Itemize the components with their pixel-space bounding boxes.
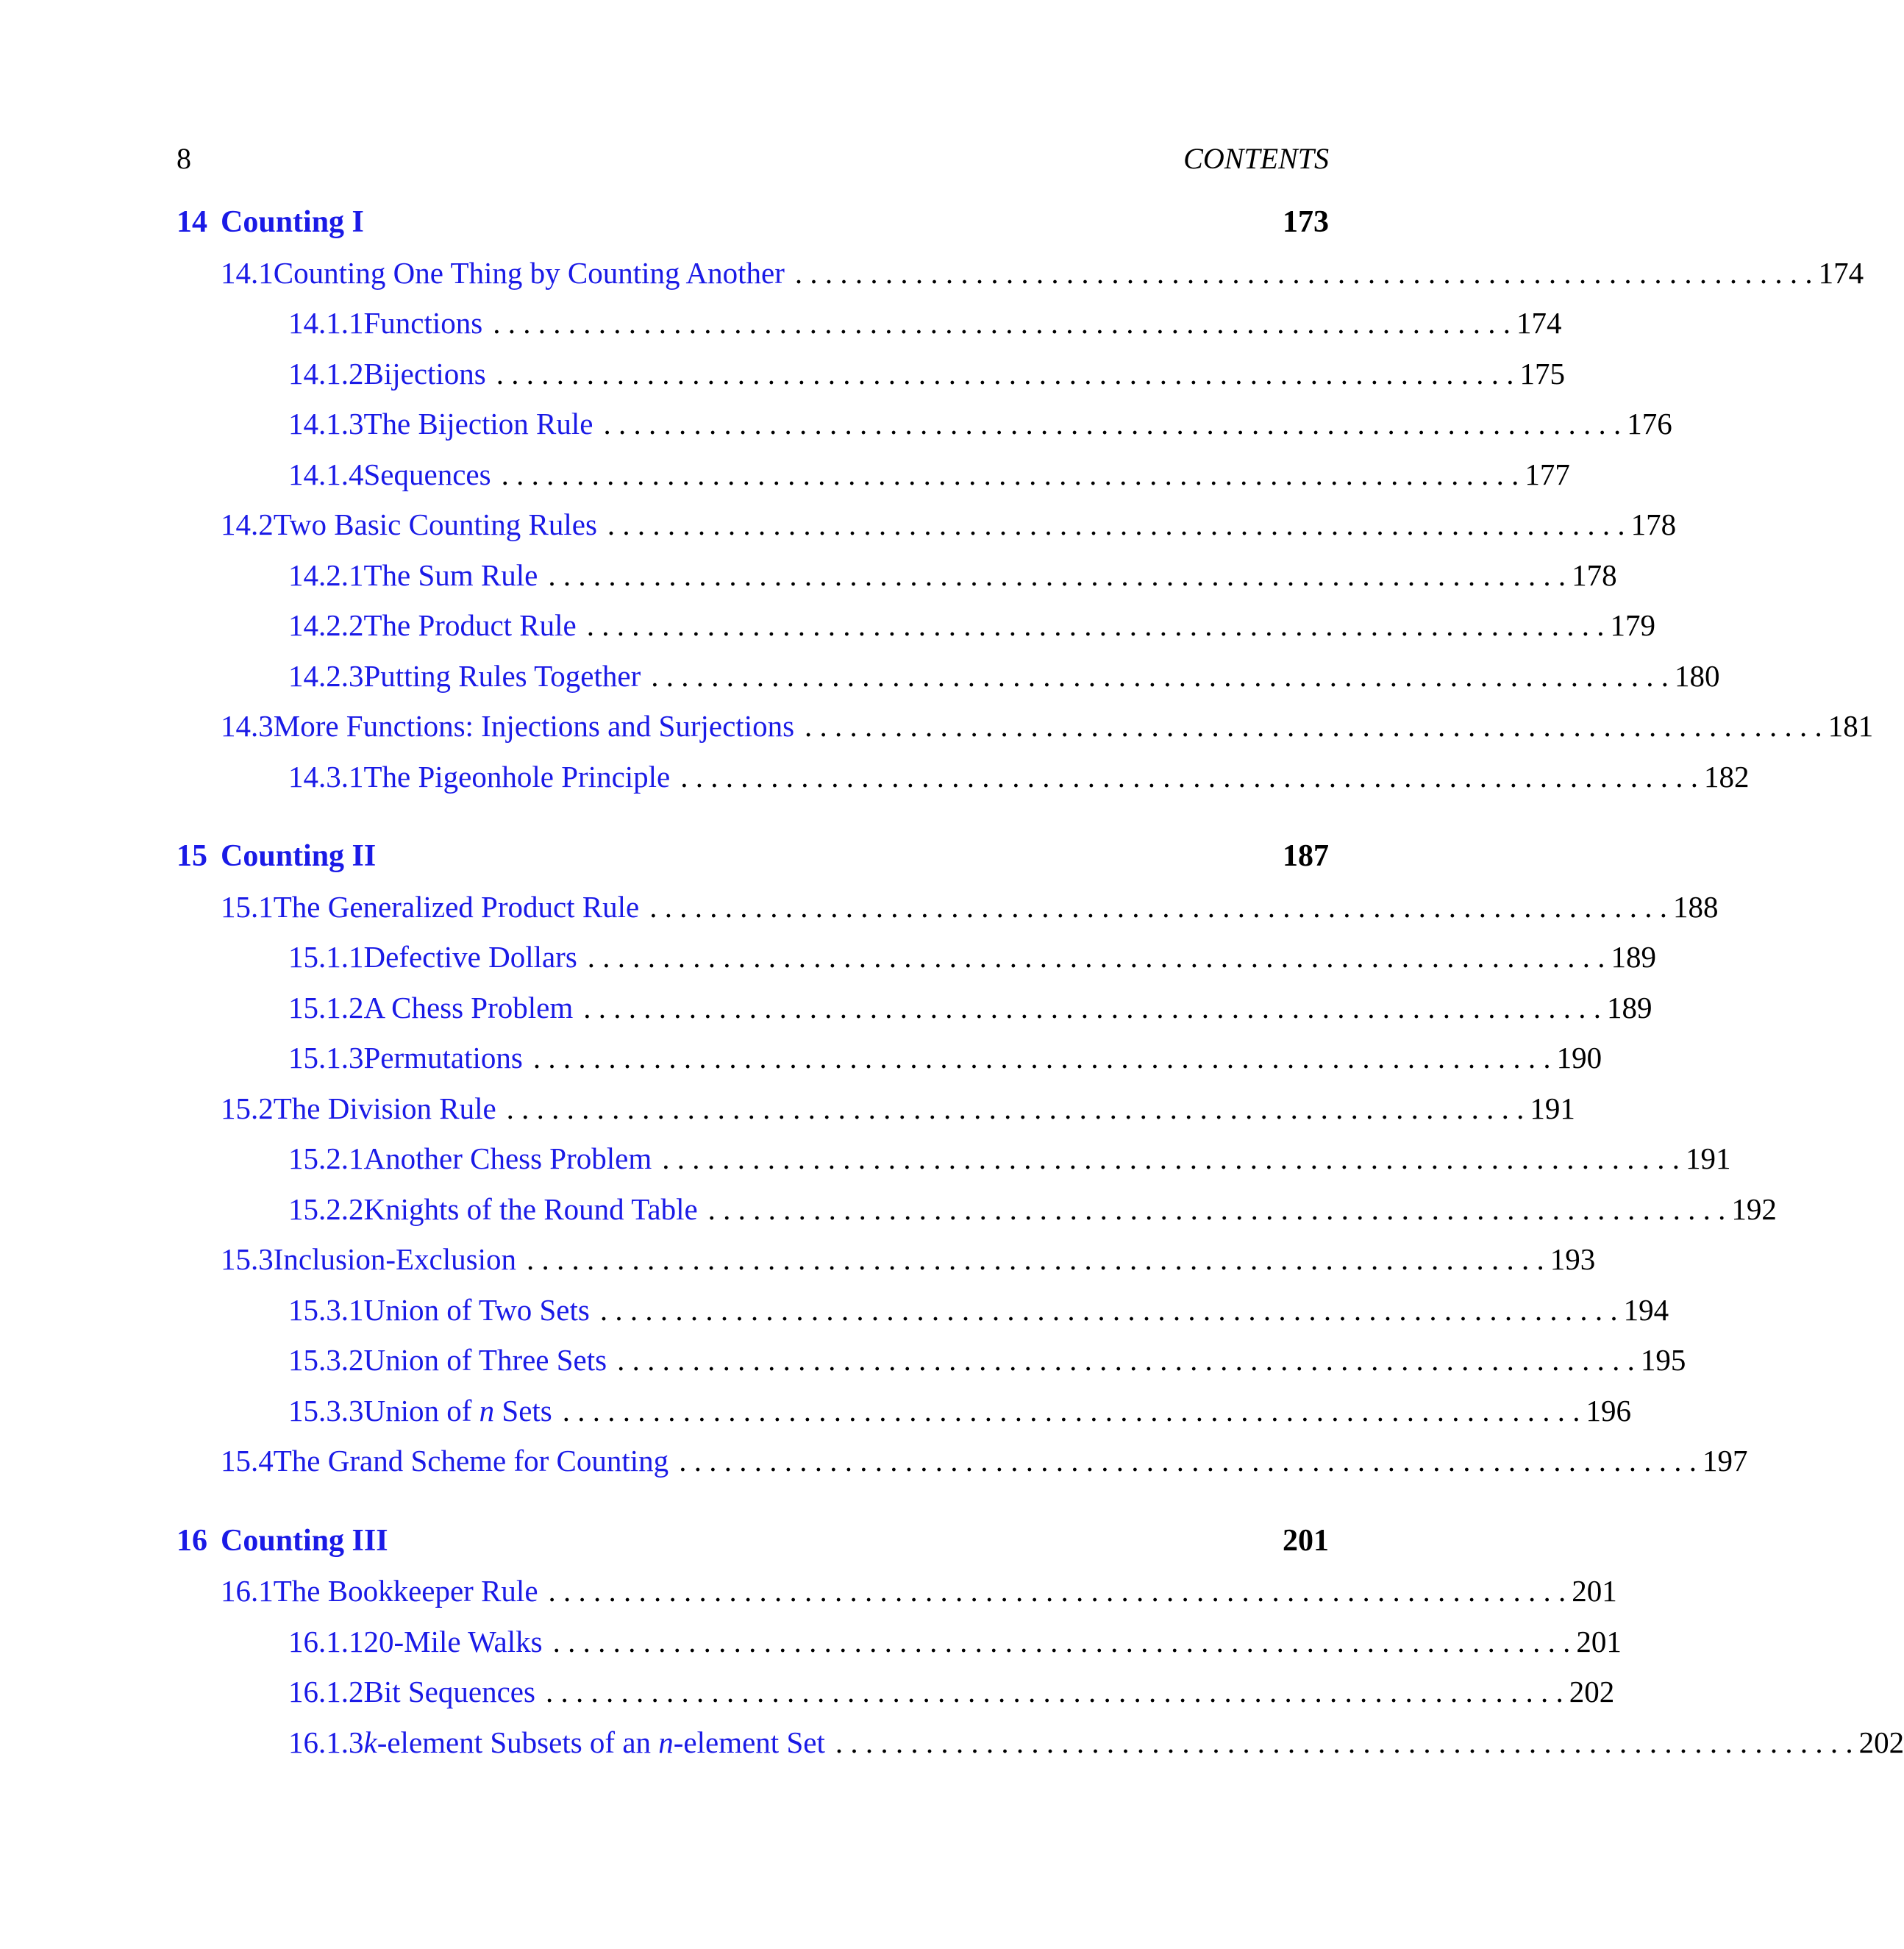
toc-entry-page[interactable]: 181	[1828, 709, 1874, 743]
toc-entry-page[interactable]: 187	[1283, 839, 1329, 873]
toc-entry-page[interactable]: 195	[1640, 1343, 1686, 1377]
toc-entry-title[interactable]: Counting One Thing by Counting Another	[273, 255, 785, 290]
dot-leader: . . . . . . . . . . . . . . . . . . . . . . . . . . . . . . . . . . . . . . . . . . . . . . . . . . . . . . . . . . . . . . . . . . . .	[587, 940, 1605, 974]
toc-entry-number[interactable]: 16.1.3	[288, 1725, 364, 1759]
toc-entry-14-2[interactable]	[0, 505, 1677, 544]
toc-entry-15-3-2[interactable]	[0, 1340, 1686, 1380]
toc-entry-15-2-1[interactable]	[0, 1139, 1731, 1178]
dot-leader: . . . . . . . . . . . . . . . . . . . . . . . . . . . . . . . . . . . . . . . . . . . . . . . . . . . . . . . . . . . . . . . . . . . .	[805, 709, 1822, 743]
dot-leader: . . . . . . . . . . . . . . . . . . . . . . . . . . . . . . . . . . . . . . . . . . . . . . . . . . . . . . . . . . . . . . . . . . . .	[545, 1675, 1564, 1709]
toc-entry-title[interactable]: Bijections	[363, 356, 486, 391]
toc-entry-page[interactable]: 178	[1572, 557, 1617, 592]
toc-entry-title[interactable]: Counting II	[221, 839, 377, 873]
dot-leader: . . . . . . . . . . . . . . . . . . . . . . . . . . . . . . . . . . . . . . . . . . . . . . . . . . . . . . . . . . . . . . . . . . . .	[586, 608, 1605, 642]
toc-entry-number[interactable]: 14.2	[221, 507, 274, 541]
toc-entry-number[interactable]: 15.1	[221, 889, 274, 924]
toc-entry-15-4[interactable]	[0, 1441, 1748, 1481]
dot-leader: . . . . . . . . . . . . . . . . . . . . . . . . . . . . . . . . . . . . . . . . . . . . . . . . . . . . . . . . . . . . . . . . . . . .	[501, 457, 1519, 491]
toc-entry-title[interactable]: The Grand Scheme for Counting	[273, 1444, 669, 1478]
toc-entry-16-1-1[interactable]	[0, 1622, 1622, 1661]
toc-entry-page[interactable]: 197	[1702, 1444, 1748, 1478]
toc-entry-title[interactable]: A Chess Problem	[363, 990, 574, 1025]
toc-entry-title[interactable]: Inclusion-Exclusion	[273, 1242, 516, 1276]
toc-entry-number[interactable]: 15.3	[221, 1242, 274, 1276]
toc-entry-14-3-1[interactable]	[0, 757, 1750, 797]
toc-entry-title[interactable]: The Pigeonhole Principle	[363, 759, 671, 794]
dot-leader: . . . . . . . . . . . . . . . . . . . . . . . . . . . . . . . . . . . . . . . . . . . . . . . . . . . . . . . . . . . . . . . . . . . .	[651, 658, 1669, 693]
dot-leader: . . . . . . . . . . . . . . . . . . . . . . . . . . . . . . . . . . . . . . . . . . . . . . . . . . . . . . . . . . . . . . . . . . . .	[707, 1191, 1726, 1226]
toc-entry-number[interactable]: 14.3.1	[288, 759, 364, 794]
toc-entry-14-1[interactable]	[0, 253, 1864, 293]
toc-entry-number[interactable]: 15.2.1	[288, 1141, 364, 1175]
dot-leader: . . . . . . . . . . . . . . . . . . . . . . . . . . . . . . . . . . . . . . . . . . . . . . . . . . . . . . . . . . . . . . . . . . . .	[526, 1242, 1544, 1276]
toc-entry-number[interactable]: 15.1.2	[288, 990, 364, 1025]
toc-entry-15-1[interactable]	[0, 887, 1719, 927]
toc-entry-page[interactable]: 176	[1627, 407, 1672, 441]
dot-leader: . . . . . . . . . . . . . . . . . . . . . . . . . . . . . . . . . . . . . . . . . . . . . . . . . . . . . . . . . . . . . . . . . . . .	[603, 407, 1622, 441]
toc-entry-number[interactable]: 14.1.3	[288, 407, 364, 441]
dot-leader: . . . . . . . . . . . . . . . . . . . . . . . . . . . . . . . . . . . . . . . . . . . . . . . . . . . . . . . . . . . . . . . . . . . .	[649, 889, 1668, 924]
toc-entry-title[interactable]: k-element Subsets of an n-element Set	[363, 1725, 825, 1759]
toc-entry-14-2-3[interactable]	[0, 656, 1720, 696]
dot-leader: . . . . . . . . . . . . . . . . . . . . . . . . . . . . . . . . . . . . . . . . . . . . . . . . . . . . . . . . . . . . . . . . . . . .	[662, 1141, 1680, 1175]
toc-entry-page[interactable]: 190	[1556, 1041, 1602, 1075]
toc-entry-title[interactable]: The Generalized Product Rule	[273, 889, 640, 924]
toc-entry-number[interactable]: 16.1.2	[288, 1675, 364, 1709]
toc-entry-page[interactable]: 201	[1576, 1624, 1622, 1658]
toc-entry-14-1-2[interactable]	[0, 354, 1566, 393]
dot-leader: . . . . . . . . . . . . . . . . . . . . . . . . . . . . . . . . . . . . . . . . . . . . . . . . . . . . . . . . . . . . . . . . . . . .	[493, 306, 1511, 340]
toc-entry-14-2-1[interactable]	[0, 555, 1617, 595]
toc-entry-16-1-3[interactable]	[0, 1722, 1904, 1762]
toc-entry-14-2-2[interactable]	[0, 605, 1655, 645]
dot-leader: . . . . . . . . . . . . . . . . . . . . . . . . . . . . . . . . . . . . . . . . . . . . . . . . . . . . . . . . . . . . . . . . . . . .	[607, 507, 1625, 541]
toc-entry-title[interactable]: Sequences	[363, 457, 491, 491]
toc-entry-number[interactable]: 15.2.2	[288, 1191, 364, 1226]
toc-entry-number[interactable]: 15.1.3	[288, 1041, 364, 1075]
toc-entry-14-1-3[interactable]	[0, 404, 1672, 443]
toc-entry-page[interactable]: 201	[1283, 1523, 1329, 1558]
toc-entry-15-1-2[interactable]	[0, 988, 1652, 1027]
toc-entry-number[interactable]: 15	[177, 839, 207, 873]
toc-entry-page[interactable]: 189	[1611, 940, 1657, 974]
dot-leader: . . . . . . . . . . . . . . . . . . . . . . . . . . . . . . . . . . . . . . . . . . . . . . . . . . . . . . . . . . . . . . . . . . . .	[562, 1393, 1580, 1428]
dot-leader: . . . . . . . . . . . . . . . . . . . . . . . . . . . . . . . . . . . . . . . . . . . . . . . . . . . . . . . . . . . . . . . . . . . .	[679, 1444, 1697, 1478]
toc-entry-page[interactable]: 177	[1525, 457, 1570, 491]
dot-leader: . . . . . . . . . . . . . . . . . . . . . . . . . . . . . . . . . . . . . . . . . . . . . . . . . . . . . . . . . . . . . . . . . . . .	[496, 356, 1514, 391]
toc-entry-title[interactable]: Permutations	[363, 1041, 523, 1075]
toc-entry-page[interactable]: 189	[1607, 990, 1652, 1025]
toc-entry-page[interactable]: 179	[1610, 608, 1655, 642]
running-header: CONTENTS	[1183, 142, 1329, 175]
toc-entry-16[interactable]	[0, 1521, 1506, 1561]
toc-entry-number[interactable]: 14.2.1	[288, 557, 364, 592]
toc-entry-15-3[interactable]	[0, 1239, 1596, 1279]
toc-entry-14[interactable]	[0, 202, 1506, 242]
toc-entry-title[interactable]: Union of Two Sets	[363, 1292, 590, 1327]
toc-entry-title[interactable]: The Product Rule	[363, 608, 577, 642]
toc-entry-number[interactable]: 16.1	[221, 1574, 274, 1608]
toc-entry-title[interactable]: Union of Three Sets	[363, 1343, 607, 1377]
toc-entry-number[interactable]: 14.1.2	[288, 356, 364, 391]
toc-entry-number[interactable]: 15.4	[221, 1444, 274, 1478]
toc-entry-title[interactable]: The Bookkeeper Rule	[273, 1574, 538, 1608]
toc-entry-title[interactable]: Functions	[363, 306, 483, 340]
toc-entry-page[interactable]: 191	[1530, 1091, 1575, 1125]
toc-entry-page[interactable]: 194	[1623, 1292, 1669, 1327]
dot-leader: . . . . . . . . . . . . . . . . . . . . . . . . . . . . . . . . . . . . . . . . . . . . . . . . . . . . . . . . . . . . . . . . . . . .	[548, 557, 1566, 592]
toc-entry-15-1-1[interactable]	[0, 937, 1657, 977]
toc-entry-number[interactable]: 16.1.1	[288, 1624, 364, 1658]
toc-entry-page[interactable]: 192	[1731, 1191, 1777, 1226]
dot-leader: . . . . . . . . . . . . . . . . . . . . . . . . . . . . . . . . . . . . . . . . . . . . . . . . . . . . . . . . . . . . . . . . . . . .	[548, 1574, 1566, 1608]
dot-leader: . . . . . . . . . . . . . . . . . . . . . . . . . . . . . . . . . . . . . . . . . . . . . . . . . . . . . . . . . . . . . . . . . . . .	[552, 1624, 1571, 1658]
dot-leader: . . . . . . . . . . . . . . . . . . . . . . . . . . . . . . . . . . . . . . . . . . . . . . . . . . . . . . . . . . . . . . . . . . . .	[835, 1725, 1853, 1759]
toc-entry-14-1-4[interactable]	[0, 455, 1570, 494]
toc-entry-title[interactable]: Counting I	[221, 205, 364, 239]
toc-entry-page[interactable]: 180	[1675, 658, 1720, 693]
dot-leader: . . . . . . . . . . . . . . . . . . . . . . . . . . . . . . . . . . . . . . . . . . . . . . . . . . . . . . . . . . . . . . . . . . . .	[794, 255, 1813, 290]
toc-entry-title[interactable]: 20-Mile Walks	[363, 1624, 543, 1658]
toc-entry-title[interactable]: The Division Rule	[273, 1091, 496, 1125]
toc-entry-page[interactable]: 196	[1586, 1393, 1632, 1428]
toc-entry-title[interactable]: Counting III	[221, 1523, 388, 1558]
dot-leader: . . . . . . . . . . . . . . . . . . . . . . . . . . . . . . . . . . . . . . . . . . . . . . . . . . . . . . . . . . . . . . . . . . . .	[617, 1343, 1635, 1377]
toc-entry-page[interactable]: 175	[1519, 356, 1566, 391]
dot-leader: . . . . . . . . . . . . . . . . . . . . . . . . . . . . . . . . . . . . . . . . . . . . . . . . . . . . . . . . . . . . . . . . . . . .	[532, 1041, 1551, 1075]
toc-entry-number[interactable]: 15.3.2	[288, 1343, 364, 1377]
toc-entry-number[interactable]: 16	[177, 1523, 207, 1558]
toc-entry-16-1[interactable]	[0, 1571, 1617, 1611]
toc-entry-title[interactable]: Another Chess Problem	[363, 1141, 652, 1175]
toc-entry-number[interactable]: 14.2.3	[288, 658, 364, 693]
toc-entry-title[interactable]: Bit Sequences	[363, 1675, 535, 1709]
page-number: 8	[177, 142, 191, 175]
toc-entry-title[interactable]: The Sum Rule	[363, 557, 538, 592]
dot-leader: . . . . . . . . . . . . . . . . . . . . . . . . . . . . . . . . . . . . . . . . . . . . . . . . . . . . . . . . . . . . . . . . . . . .	[680, 759, 1698, 794]
toc-entry-number[interactable]: 14.1.1	[288, 306, 364, 340]
toc-entry-number[interactable]: 15.1.1	[288, 940, 364, 974]
toc-entry-15[interactable]	[0, 836, 1506, 876]
toc-entry-15-2-2[interactable]	[0, 1189, 1777, 1229]
toc-entry-page[interactable]: 191	[1686, 1141, 1731, 1175]
toc-entry-number[interactable]: 15.3.1	[288, 1292, 364, 1327]
toc-entry-title[interactable]: Knights of the Round Table	[363, 1191, 698, 1226]
toc-entry-page[interactable]: 188	[1673, 889, 1719, 924]
toc-entry-number[interactable]: 14.1	[221, 255, 274, 290]
dot-leader: . . . . . . . . . . . . . . . . . . . . . . . . . . . . . . . . . . . . . . . . . . . . . . . . . . . . . . . . . . . . . . . . . . . .	[599, 1292, 1618, 1327]
dot-leader: . . . . . . . . . . . . . . . . . . . . . . . . . . . . . . . . . . . . . . . . . . . . . . . . . . . . . . . . . . . . . . . . . . . .	[506, 1091, 1525, 1125]
toc-entry-15-3-3[interactable]	[0, 1391, 1632, 1430]
toc-entry-title[interactable]: Defective Dollars	[363, 940, 577, 974]
toc-entry-15-1-3[interactable]	[0, 1038, 1602, 1077]
toc-entry-16-1-2[interactable]	[0, 1672, 1615, 1711]
toc-entry-page[interactable]: 201	[1572, 1574, 1617, 1608]
toc-entry-number[interactable]: 14	[177, 205, 207, 239]
toc-entry-number[interactable]: 14.1.4	[288, 457, 364, 491]
toc-entry-page[interactable]: 173	[1283, 205, 1329, 239]
toc-entry-15-3-1[interactable]	[0, 1290, 1669, 1330]
toc-entry-14-1-1[interactable]	[0, 303, 1562, 343]
toc-entry-page[interactable]: 202	[1858, 1725, 1904, 1759]
toc-entry-page[interactable]: 202	[1569, 1675, 1615, 1709]
toc-entry-title[interactable]: Union of n Sets	[363, 1393, 552, 1428]
toc-entry-page[interactable]: 182	[1704, 759, 1750, 794]
toc-entry-number[interactable]: 15.2	[221, 1091, 274, 1125]
toc-entry-title[interactable]: Two Basic Counting Rules	[273, 507, 597, 541]
toc-entry-title[interactable]: The Bijection Rule	[363, 407, 593, 441]
toc-entry-15-2[interactable]	[0, 1088, 1575, 1128]
toc-entry-title[interactable]: Putting Rules Together	[363, 658, 641, 693]
toc-entry-page[interactable]: 193	[1550, 1242, 1596, 1276]
toc-entry-number[interactable]: 15.3.3	[288, 1393, 364, 1428]
toc-entry-title[interactable]: More Functions: Injections and Surjections	[273, 709, 795, 743]
toc-entry-14-3[interactable]	[0, 706, 1874, 746]
toc-entry-number[interactable]: 14.3	[221, 709, 274, 743]
toc-entry-page[interactable]: 174	[1516, 306, 1562, 340]
toc-entry-number[interactable]: 14.2.2	[288, 608, 364, 642]
toc-entry-page[interactable]: 178	[1630, 507, 1677, 541]
dot-leader: . . . . . . . . . . . . . . . . . . . . . . . . . . . . . . . . . . . . . . . . . . . . . . . . . . . . . . . . . . . . . . . . . . . .	[583, 990, 1601, 1025]
toc-entry-page[interactable]: 174	[1818, 255, 1864, 290]
